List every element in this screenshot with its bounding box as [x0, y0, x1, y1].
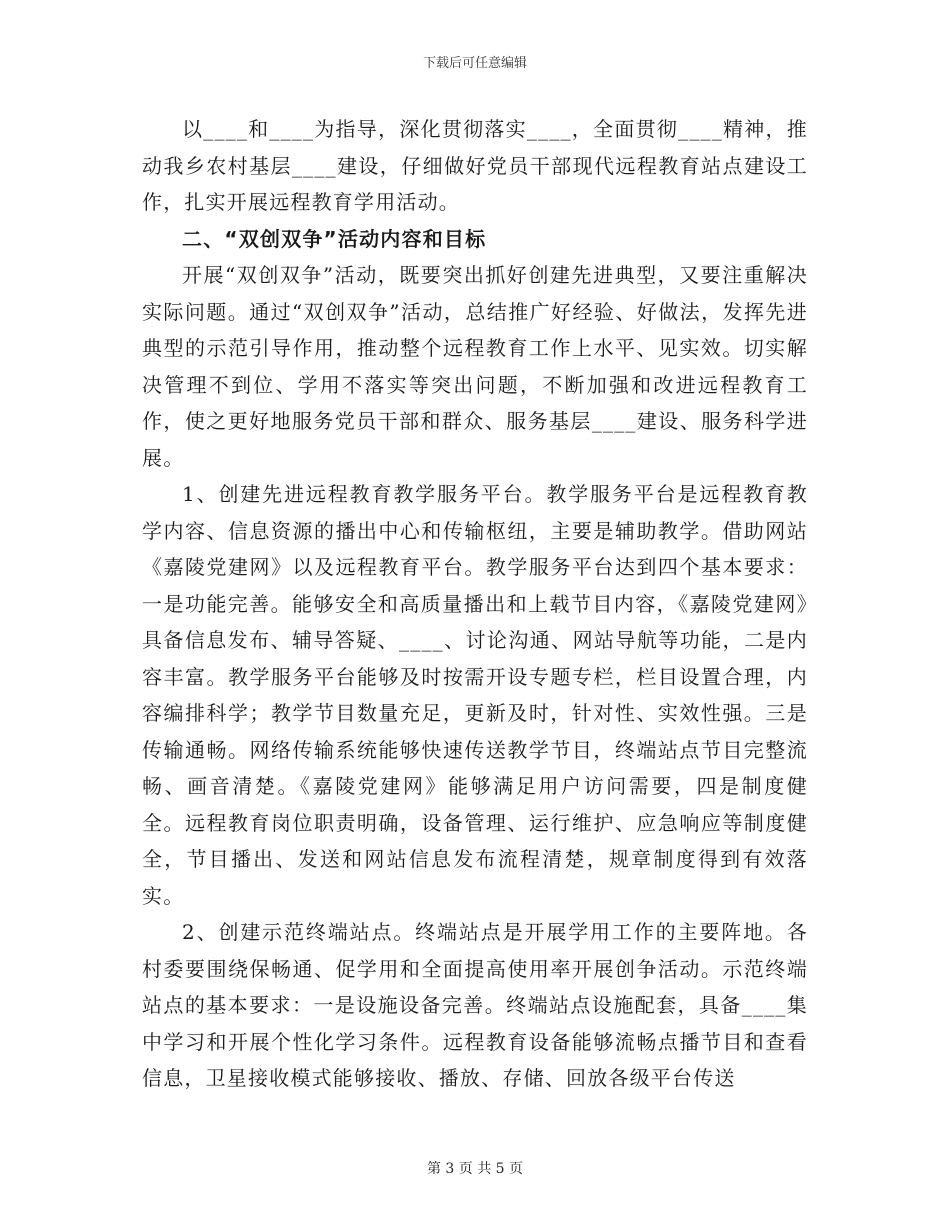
body-paragraph-item-1: 1、创建先进远程教育教学服务平台。教学服务平台是远程教育教学内容、信息资源的播出中心和传输枢纽，主要是辅助教学。借助网站《嘉陵党建网》以及远程教育平台。教学服务平台达到四个基本要求：一是功能完善。能够安全和高质量播出和上载节目内容，《嘉陵党建网》具备信息发布、辅导答疑、____、讨论沟通、网站导航等功能，二是内容丰富。教学服务平台能够及时按需开设专题专栏，栏目设置合理，内容编排科学；教学节目数量充足，更新及时，针对性、实效性强。三是传输通畅。网络传输系统能够快速传送教学节目，终端站点节目完整流畅、画音清楚。《嘉陵党建网》能够满足用户访问需要，四是制度健全。远程教育岗位职责明确，设备管理、运行维护、应急响应等制度健全，节目播出、发送和网站信息发布流程清楚，规章制度得到有效落实。	[142, 482, 808, 908]
page-number-footer: 第 3 页 共 5 页	[426, 1161, 524, 1177]
page-header-note: 下载后可任意编辑	[422, 56, 527, 71]
body-paragraph-item-2: 2、创建示范终端站点。终端站点是开展学用工作的主要阵地。各村委要围绕保畅通、促学用和全面提高使用率开展创争活动。示范终端站点的基本要求：一是设施设备完善。终端站点设施配套，具备____集中学习和开展个性化学习条件。远程教育设备能够流畅点播节目和查看信息，卫星接收模式能够接收、播放、存储、回放各级平台传送	[142, 920, 808, 1090]
intro-paragraph: 以____和____为指导，深化贯彻落实____，全面贯彻____精神，推动我乡农村基层____建设，仔细做好党员干部现代远程教育站点建设工作，扎实开展远程教育学用活动。	[142, 117, 808, 214]
body-paragraph-overview: 开展“双创双争”活动，既要突出抓好创建先进典型，又要注重解决实际问题。通过“双创双争”活动，总结推广好经验、好做法，发挥先进典型的示范引导作用，推动整个远程教育工作上水平、见实效。切实解决管理不到位、学用不落实等突出问题，不断加强和改进远程教育工作，使之更好地服务党员干部和群众、服务基层____建设、服务科学进展。	[142, 263, 808, 470]
section-heading: 二、“双创双争”活动内容和目标	[182, 226, 487, 251]
document-body	[142, 111, 808, 1097]
